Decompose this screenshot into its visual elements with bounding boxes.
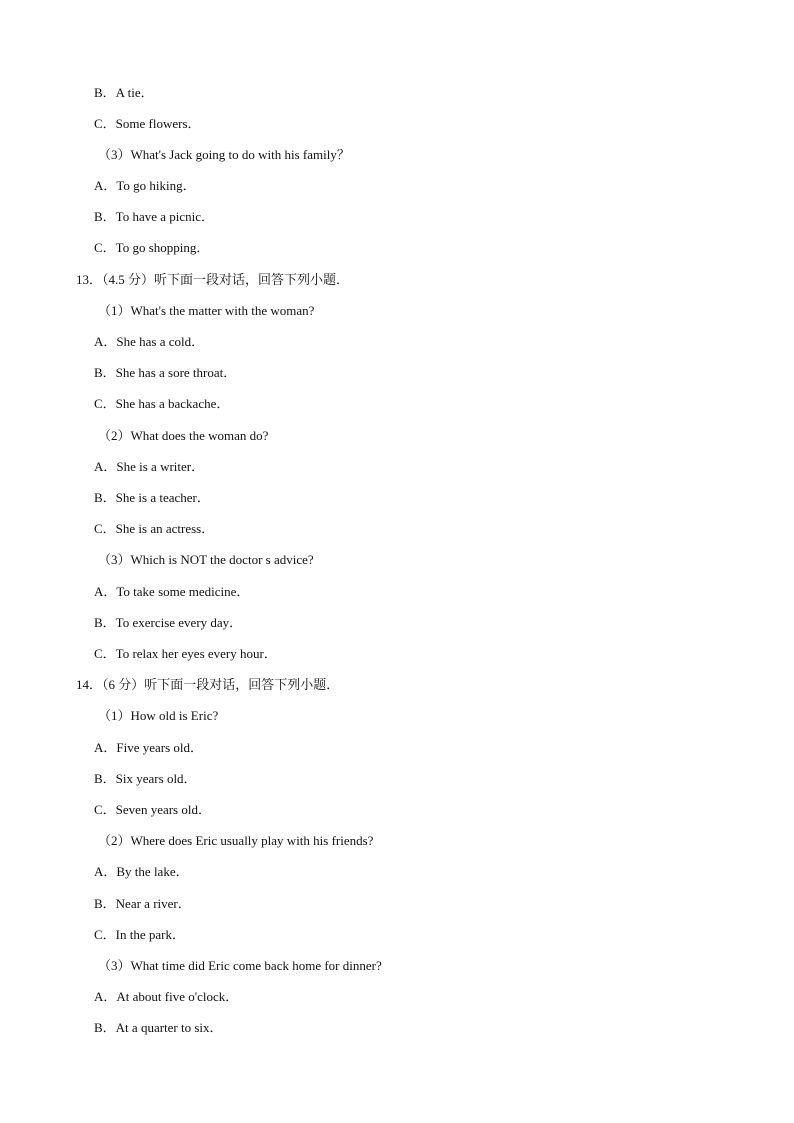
subquestion-line: （3）Which is NOT the doctor s advice? [98,552,314,567]
option-line: B．To exercise every day． [94,615,243,630]
subquestion-line: （1）How old is Eric? [98,708,219,723]
option-line: A．Five years old． [94,740,204,755]
subquestion-line: （3）What time did Eric come back home for dinner? [98,958,382,973]
option-line: A．At about five o'clock． [94,989,239,1004]
question-heading: 14．（6 分）听下面一段对话，回答下列小题． [76,677,340,692]
option-line: C．She has a backache． [94,396,230,411]
option-line: B．Six years old． [94,771,197,786]
question-heading: 13．（4.5 分）听下面一段对话，回答下列小题． [76,272,350,287]
option-line: A．To go hiking． [94,178,196,193]
option-line: C．She is an actress． [94,521,215,536]
option-line: C．To relax her eyes every hour． [94,646,277,661]
option-line: C．Seven years old． [94,802,211,817]
option-line: C．Some flowers． [94,116,201,131]
option-line: B．Near a river． [94,896,191,911]
subquestion-line: （2）What does the woman do? [98,428,269,443]
option-line: A．By the lake． [94,864,189,879]
subquestion-line: （1）What's the matter with the woman? [98,303,315,318]
option-line: C．To go shopping． [94,240,210,255]
subquestion-line: （2）Where does Eric usually play with his friends? [98,833,374,848]
subquestion-line: （3）What's Jack going to do with his family？ [98,147,350,162]
option-line: B．To have a picnic． [94,209,215,224]
option-line: B．A tie． [94,85,154,100]
option-line: B．She is a teacher． [94,490,210,505]
option-line: A．She has a cold． [94,334,205,349]
option-line: B．At a quarter to six． [94,1020,223,1035]
option-line: A．She is a writer． [94,459,205,474]
option-line: C．In the park． [94,927,185,942]
option-line: B．She has a sore throat． [94,365,237,380]
option-line: A．To take some medicine． [94,584,250,599]
